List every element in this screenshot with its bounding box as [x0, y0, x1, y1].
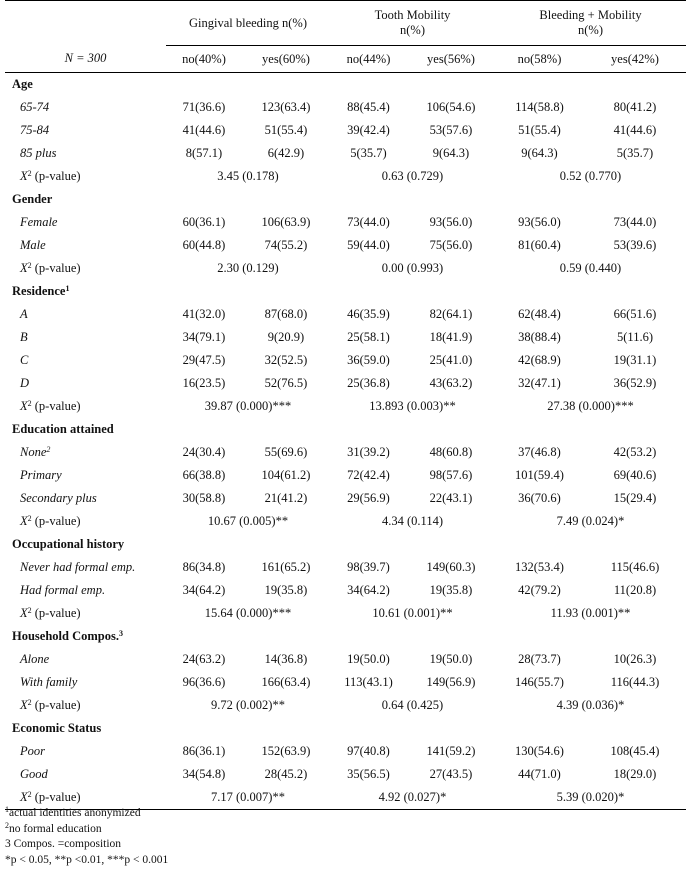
table-cell: 30(58.8)	[182, 491, 226, 505]
table-cell: 161(65.2)	[261, 560, 311, 574]
row-label-text: Female	[20, 215, 58, 229]
table-row	[5, 671, 686, 694]
chi-square-value: 2.30 (0.129)	[217, 261, 279, 275]
chi-square-value: 10.67 (0.005)**	[207, 514, 289, 528]
table-row	[5, 303, 686, 326]
table-cell: 44(71.0)	[518, 767, 561, 781]
row-label-text: Alone	[20, 652, 50, 666]
table-cell: 43(63.2)	[429, 376, 473, 390]
chi-square-value: 3.45 (0.178)	[217, 169, 279, 183]
table-cell: 73(44.0)	[613, 215, 657, 229]
table-cell: 41(44.6)	[613, 123, 657, 137]
table-cell: 14(36.8)	[264, 652, 308, 666]
group-title: Tooth Mobility	[374, 8, 451, 22]
chi-exponent: 2	[27, 399, 32, 408]
chi-exponent: 2	[27, 606, 32, 615]
chi-label-text: (p-value)	[31, 790, 81, 804]
section-title-text: Residence	[12, 284, 66, 298]
chi-square-label	[5, 395, 166, 418]
footnotes	[5, 806, 168, 868]
table-cell: 18(29.0)	[613, 767, 657, 781]
row-label-text: D	[20, 376, 30, 390]
table-cell: 25(41.0)	[429, 353, 473, 367]
chi-label-text: (p-value)	[31, 698, 81, 712]
table-cell: 93(56.0)	[429, 215, 473, 229]
row-label	[5, 648, 166, 671]
group-subtitle: n(%)	[400, 23, 425, 37]
table-cell: 130(54.6)	[515, 744, 564, 758]
table-cell: 48(60.8)	[429, 445, 473, 459]
row-label	[5, 487, 166, 510]
group-header-mobility	[330, 1, 495, 46]
table-cell: 41(32.0)	[182, 307, 226, 321]
table-cell: 34(64.2)	[347, 583, 390, 597]
section-title-text: Economic Status	[12, 721, 102, 735]
table-cell: 72(42.4)	[347, 468, 390, 482]
footnote-1	[5, 806, 168, 822]
row-label-text: Never had formal emp.	[20, 560, 136, 574]
group-title: Gingival bleeding n(%)	[188, 15, 308, 30]
table-cell: 24(30.4)	[182, 445, 226, 459]
table-cell: 36(59.0)	[347, 353, 390, 367]
row-label	[5, 372, 166, 395]
table-row	[5, 579, 686, 602]
chi-exponent: 2	[27, 790, 32, 799]
subcol-header: yes(56%)	[427, 51, 475, 66]
table-cell: 53(57.6)	[429, 123, 473, 137]
table-cell: 98(57.6)	[429, 468, 473, 482]
chi-square-value: 5.39 (0.020)*	[556, 790, 625, 804]
section-title	[5, 717, 686, 740]
subcol-header: no(58%)	[517, 51, 562, 66]
subcol-header: yes(42%)	[611, 51, 659, 66]
table-cell: 29(56.9)	[347, 491, 390, 505]
section-title	[5, 188, 686, 211]
row-label-text: Poor	[20, 744, 45, 758]
chi-square-value: 27.38 (0.000)***	[547, 399, 634, 413]
chi-square-value: 15.64 (0.000)***	[204, 606, 292, 620]
table-cell: 114(58.8)	[515, 100, 564, 114]
row-label-text: With family	[20, 675, 78, 689]
table-cell: 81(60.4)	[518, 238, 561, 252]
table-cell: 10(26.3)	[613, 652, 657, 666]
table-cell: 22(43.1)	[429, 491, 473, 505]
table-cell: 5(35.7)	[616, 146, 654, 160]
table-cell: 18(41.9)	[429, 330, 473, 344]
table-cell: 98(39.7)	[347, 560, 390, 574]
chi-square-label	[5, 257, 166, 280]
row-label	[5, 96, 166, 119]
row-label	[5, 326, 166, 349]
footnote-text: no formal education	[9, 822, 102, 835]
table-row	[5, 142, 686, 165]
chi-square-label	[5, 510, 166, 533]
footnote-significance	[5, 853, 168, 869]
table-cell: 42(79.2)	[518, 583, 561, 597]
row-label	[5, 211, 166, 234]
table-cell: 113(43.1)	[344, 675, 393, 689]
table-cell: 93(56.0)	[518, 215, 561, 229]
row-label-text: C	[20, 353, 29, 367]
table-row	[5, 326, 686, 349]
table-cell: 73(44.0)	[347, 215, 390, 229]
table-cell: 146(55.7)	[515, 675, 564, 689]
footnote-2	[5, 822, 168, 838]
section-title-text: Age	[12, 77, 33, 91]
table-cell: 16(23.5)	[182, 376, 226, 390]
section-title-text: Gender	[12, 192, 53, 206]
footnote-text: actual identities anonymized	[9, 807, 141, 819]
table-cell: 80(41.2)	[613, 100, 657, 114]
table-cell: 116(44.3)	[610, 675, 660, 689]
row-label	[5, 671, 166, 694]
row-label	[5, 556, 166, 579]
table-cell: 29(47.5)	[182, 353, 226, 367]
row-label	[5, 464, 166, 487]
table-cell: 5(35.7)	[350, 146, 387, 160]
row-label	[5, 763, 166, 786]
table-cell: 42(53.2)	[613, 445, 657, 459]
chi-square-value: 0.64 (0.425)	[381, 698, 444, 712]
table-cell: 28(45.2)	[264, 767, 308, 781]
table-cell: 123(63.4)	[261, 100, 311, 114]
chi-square-value: 13.893 (0.003)**	[369, 399, 456, 413]
chi-label-text: (p-value)	[31, 606, 81, 620]
table-cell: 19(35.8)	[264, 583, 308, 597]
row-label-text: B	[20, 330, 28, 344]
chi-symbol: X	[20, 514, 28, 528]
footnote-marker: 1	[65, 284, 70, 293]
table-cell: 75(56.0)	[429, 238, 473, 252]
results-table	[5, 0, 686, 810]
table-body	[5, 73, 686, 810]
table-cell: 36(52.9)	[613, 376, 657, 390]
table-cell: 19(50.0)	[347, 652, 390, 666]
table-cell: 34(54.8)	[182, 767, 226, 781]
table-row	[5, 119, 686, 142]
table-cell: 34(79.1)	[182, 330, 226, 344]
chi-square-value: 4.39 (0.036)*	[556, 698, 625, 712]
chi-symbol: X	[20, 698, 28, 712]
row-label	[5, 119, 166, 142]
table-cell: 19(31.1)	[613, 353, 657, 367]
table-cell: 141(59.2)	[426, 744, 476, 758]
row-label-text: Male	[20, 238, 46, 252]
row-label	[5, 441, 166, 464]
table-row	[5, 441, 686, 464]
footnote-marker: 2	[46, 445, 51, 454]
table-cell: 11(20.8)	[613, 583, 657, 597]
row-label-text: None	[20, 445, 47, 459]
table-row	[5, 487, 686, 510]
table-cell: 19(35.8)	[429, 583, 473, 597]
table-cell: 46(35.9)	[347, 307, 390, 321]
table-cell: 9(20.9)	[267, 330, 305, 344]
row-label	[5, 234, 166, 257]
table-cell: 15(29.4)	[613, 491, 657, 505]
row-label	[5, 579, 166, 602]
table-cell: 62(48.4)	[518, 307, 561, 321]
footnote-marker: 3	[118, 629, 123, 638]
section-title	[5, 280, 686, 303]
table-cell: 9(64.3)	[432, 146, 470, 160]
footnote-marker: 1	[5, 805, 9, 814]
section-title	[5, 533, 686, 556]
table-cell: 132(53.4)	[515, 560, 564, 574]
table-row	[5, 372, 686, 395]
chi-square-value: 7.49 (0.024)*	[556, 514, 625, 528]
table-cell: 60(36.1)	[182, 215, 226, 229]
subcol-header: no(44%)	[346, 51, 391, 66]
table-cell: 8(57.1)	[185, 146, 223, 160]
row-label	[5, 303, 166, 326]
row-label-text: 85 plus	[20, 146, 57, 160]
table-row	[5, 648, 686, 671]
row-label	[5, 349, 166, 372]
table-cell: 21(41.2)	[264, 491, 308, 505]
table-cell: 36(70.6)	[518, 491, 561, 505]
table-row	[5, 211, 686, 234]
table-cell: 32(52.5)	[264, 353, 308, 367]
table-cell: 28(73.7)	[518, 652, 561, 666]
table-row	[5, 349, 686, 372]
section-title	[5, 418, 686, 441]
chi-square-row	[5, 395, 686, 418]
chi-square-label	[5, 694, 166, 717]
table-cell: 66(38.8)	[182, 468, 226, 482]
footnote-marker: 2	[5, 820, 9, 830]
chi-symbol: X	[20, 399, 28, 413]
table-cell: 25(36.8)	[347, 376, 390, 390]
row-label-text: Secondary plus	[20, 491, 97, 505]
row-label-text: Good	[20, 767, 48, 781]
table-row	[5, 763, 686, 786]
chi-square-value: 0.00 (0.993)	[381, 261, 444, 275]
row-label	[5, 142, 166, 165]
group-subtitle: n(%)	[578, 23, 603, 37]
chi-square-value: 11.93 (0.001)**	[550, 606, 631, 620]
table-cell: 31(39.2)	[347, 445, 390, 459]
table-cell: 9(64.3)	[521, 146, 558, 160]
table-row	[5, 464, 686, 487]
table-cell: 69(40.6)	[613, 468, 657, 482]
table-cell: 19(50.0)	[429, 652, 473, 666]
chi-square-value: 7.17 (0.007)**	[211, 790, 285, 804]
table-cell: 115(46.6)	[610, 560, 660, 574]
section-title-text: Education attained	[12, 422, 114, 436]
table-cell: 35(56.5)	[347, 767, 390, 781]
table-cell: 38(88.4)	[518, 330, 561, 344]
table-cell: 106(54.6)	[426, 100, 476, 114]
table-row	[5, 96, 686, 119]
table-cell: 51(55.4)	[264, 123, 308, 137]
chi-label-text: (p-value)	[31, 514, 81, 528]
table-cell: 74(55.2)	[264, 238, 308, 252]
subcol-header: yes(60%)	[262, 51, 310, 66]
chi-symbol: X	[20, 261, 28, 275]
table-cell: 86(34.8)	[182, 560, 226, 574]
table-cell: 42(68.9)	[518, 353, 561, 367]
chi-square-row	[5, 510, 686, 533]
chi-square-value: 9.72 (0.002)**	[211, 698, 285, 712]
table-cell: 25(58.1)	[347, 330, 390, 344]
chi-square-row	[5, 694, 686, 717]
row-label-text: Had formal emp.	[20, 583, 106, 597]
table-cell: 39(42.4)	[347, 123, 390, 137]
chi-exponent: 2	[27, 698, 32, 707]
table-cell: 51(55.4)	[518, 123, 561, 137]
table-cell: 37(46.8)	[518, 445, 561, 459]
chi-exponent: 2	[27, 261, 32, 270]
chi-label-text: (p-value)	[31, 399, 81, 413]
chi-square-value: 0.63 (0.729)	[381, 169, 444, 183]
table-cell: 5(11.6)	[617, 330, 653, 344]
table-cell: 106(63.9)	[261, 215, 311, 229]
table-cell: 149(56.9)	[426, 675, 476, 689]
section-title-text: Occupational history	[12, 537, 125, 551]
footnote-text: *p < 0.05, **p <0.01, ***p < 0.001	[5, 853, 169, 866]
chi-symbol: X	[20, 606, 28, 620]
table-cell: 88(45.4)	[347, 100, 390, 114]
table-header	[5, 1, 686, 73]
row-label-text: 75-84	[20, 123, 50, 137]
section-title	[5, 73, 686, 97]
chi-square-row	[5, 602, 686, 625]
chi-symbol: X	[20, 790, 28, 804]
table-cell: 34(64.2)	[182, 583, 226, 597]
sample-size-text: N = 300	[64, 51, 107, 66]
table-cell: 108(45.4)	[610, 744, 660, 758]
row-label	[5, 740, 166, 763]
chi-square-value: 0.59 (0.440)	[559, 261, 622, 275]
group-header-gingival	[166, 1, 330, 46]
table-cell: 166(63.4)	[261, 675, 311, 689]
section-title	[5, 625, 686, 648]
table-cell: 53(39.6)	[613, 238, 657, 252]
table-cell: 27(43.5)	[429, 767, 473, 781]
subcol-header: no(40%)	[182, 51, 226, 66]
table-cell: 101(59.4)	[515, 468, 564, 482]
chi-square-label	[5, 165, 166, 188]
chi-square-label	[5, 602, 166, 625]
table-cell: 86(36.1)	[182, 744, 226, 758]
table-cell: 66(51.6)	[613, 307, 657, 321]
section-title-text: Household Compos.	[12, 629, 119, 643]
table-cell: 32(47.1)	[518, 376, 561, 390]
table-cell: 96(36.6)	[182, 675, 226, 689]
table-cell: 55(69.6)	[264, 445, 308, 459]
row-label-text: A	[20, 307, 28, 321]
chi-symbol: X	[20, 169, 28, 183]
row-label-text: 65-74	[20, 100, 50, 114]
chi-square-row	[5, 165, 686, 188]
table-row	[5, 740, 686, 763]
table-cell: 97(40.8)	[347, 744, 390, 758]
table-cell: 82(64.1)	[429, 307, 473, 321]
chi-square-value: 4.92 (0.027)*	[378, 790, 447, 804]
table-cell: 41(44.6)	[182, 123, 226, 137]
table-cell: 52(76.5)	[264, 376, 308, 390]
row-label-text: Primary	[20, 468, 62, 482]
chi-square-value: 0.52 (0.770)	[559, 169, 622, 183]
table-cell: 149(60.3)	[426, 560, 476, 574]
chi-exponent: 2	[27, 514, 32, 523]
footnote-3	[5, 837, 168, 853]
table-row	[5, 556, 686, 579]
group-title: Bleeding + Mobility	[539, 8, 642, 22]
chi-square-value: 39.87 (0.000)***	[204, 399, 292, 413]
table-cell: 152(63.9)	[261, 744, 311, 758]
chi-square-row	[5, 257, 686, 280]
table-cell: 59(44.0)	[347, 238, 390, 252]
sample-size-label	[5, 46, 166, 73]
table-cell: 71(36.6)	[182, 100, 226, 114]
table-cell: 87(68.0)	[264, 307, 308, 321]
table-cell: 24(63.2)	[182, 652, 226, 666]
chi-exponent: 2	[27, 169, 32, 178]
table-cell: 60(44.8)	[182, 238, 226, 252]
chi-square-value: 4.34 (0.114)	[382, 514, 443, 528]
chi-square-value: 10.61 (0.001)**	[372, 606, 453, 620]
table-cell: 104(61.2)	[261, 468, 311, 482]
footnote-text: 3 Compos. =composition	[5, 838, 122, 850]
table-row	[5, 234, 686, 257]
chi-label-text: (p-value)	[31, 169, 81, 183]
group-header-bleeding-mobility	[495, 1, 686, 46]
chi-label-text: (p-value)	[31, 261, 81, 275]
table-cell: 6(42.9)	[267, 146, 305, 160]
header-blank	[5, 1, 166, 46]
